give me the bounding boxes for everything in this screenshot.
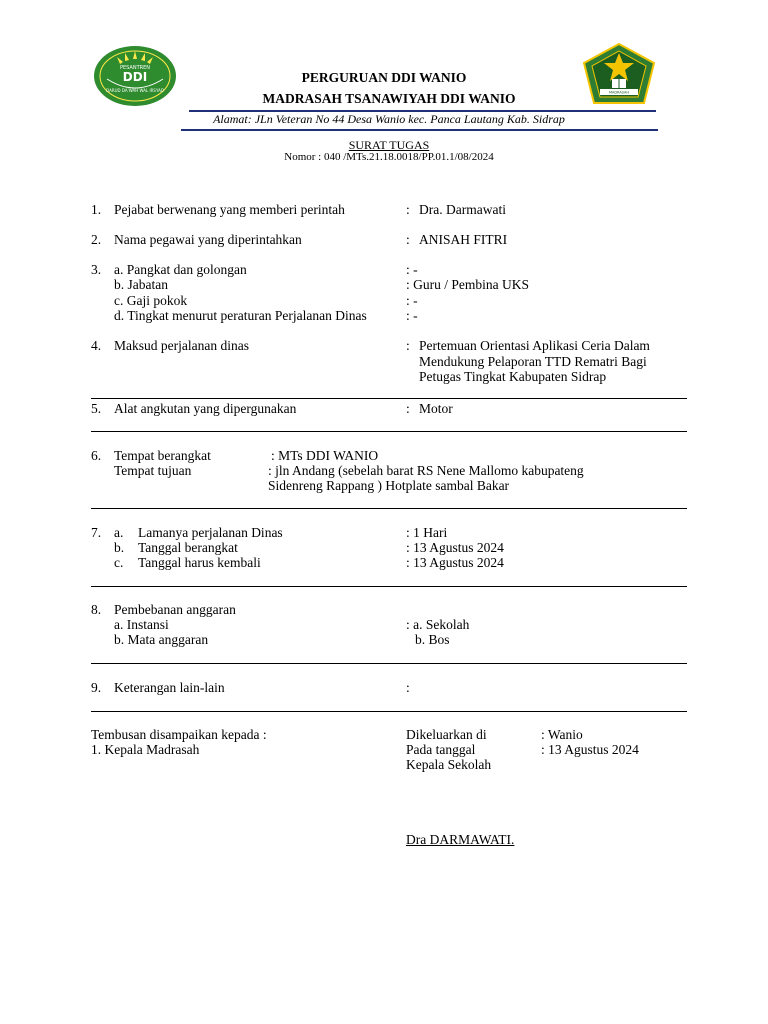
item-8a-value: : a. Sekolah xyxy=(406,617,470,632)
letter-number: Nomor : 040 /MTs.21.18.0018/PP.01.1/08/2024 xyxy=(284,151,494,163)
divider xyxy=(91,508,687,509)
item-6-from-label: Tempat berangkat xyxy=(114,448,211,463)
item-3a-label: a. Pangkat dan golongan xyxy=(114,262,247,277)
item-9-label: Keterangan lain-lain xyxy=(114,680,225,695)
item-3c-label: c. Gaji pokok xyxy=(114,293,188,308)
cc-item: 1. Kepala Madrasah xyxy=(91,742,200,757)
item-1-label: Pejabat berwenang yang memberi perintah xyxy=(114,202,345,217)
item-3d-value: : - xyxy=(406,308,418,323)
item-1-value: Dra. Darmawati xyxy=(419,202,506,217)
item-7a-value: : 1 Hari xyxy=(406,525,448,540)
item-6-to-value-cont: Sidenreng Rappang ) Hotplate sambal Bakar xyxy=(268,478,510,493)
org-name: PERGURUAN DDI WANIO xyxy=(301,70,467,85)
divider xyxy=(91,398,687,399)
item-3b-value: : Guru / Pembina UKS xyxy=(406,277,529,292)
item-4-value-line1: Pertemuan Orientasi Aplikasi Ceria Dalam xyxy=(419,338,650,353)
item-2-value: ANISAH FITRI xyxy=(419,232,508,247)
item-3c-value: : - xyxy=(406,293,418,308)
divider xyxy=(91,586,687,587)
item-3a-value: : - xyxy=(406,262,418,277)
item-6-to-label: Tempat tujuan xyxy=(114,463,192,478)
item-4-value-line3: Petugas Tingkat Kabupaten Sidrap xyxy=(419,369,607,384)
item-8b-value: b. Bos xyxy=(415,632,450,647)
issued-label: Dikeluarkan di xyxy=(406,727,487,742)
signer-name: Dra DARMAWATI. xyxy=(406,832,515,847)
item-7c-label: Tanggal harus kembali xyxy=(138,555,261,570)
item-3d-label: d. Tingkat menurut peraturan Perjalanan Dinas xyxy=(114,308,367,323)
item-3b-label: b. Jabatan xyxy=(114,277,168,292)
item-4-label: Maksud perjalanan dinas xyxy=(114,338,249,353)
divider xyxy=(91,663,687,664)
signer-role: Kepala Sekolah xyxy=(406,757,492,772)
letter-title: SURAT TUGAS xyxy=(348,138,430,152)
issued-value: : Wanio xyxy=(541,727,583,742)
date-value: : 13 Agustus 2024 xyxy=(541,742,639,757)
item-7b-label: Tanggal berangkat xyxy=(138,540,238,555)
item-8-label: Pembebanan anggaran xyxy=(114,602,236,617)
svg-text:DDI: DDI xyxy=(122,70,148,84)
item-2-label: Nama pegawai yang diperintahkan xyxy=(114,232,302,247)
svg-text:DARUD DA'WAH WAL IRSYAD: DARUD DA'WAH WAL IRSYAD xyxy=(106,88,164,93)
header-rule-thin xyxy=(181,129,658,131)
item-7a-label: Lamanya perjalanan Dinas xyxy=(138,525,283,540)
kemenag-emblem xyxy=(582,43,656,107)
item-7b-value: : 13 Agustus 2024 xyxy=(406,540,504,555)
item-7c-value: : 13 Agustus 2024 xyxy=(406,555,504,570)
school-address: Alamat: JLn Veteran No 44 Desa Wanio kec. Panca Lautang Kab. Sidrap xyxy=(213,112,565,126)
svg-text:PESANTREN: PESANTREN xyxy=(119,65,151,71)
item-8b-label: b. Mata anggaran xyxy=(114,632,209,647)
date-label: Pada tanggal xyxy=(406,742,476,757)
svg-text:MADRASAH: MADRASAH xyxy=(608,90,630,95)
item-6-to-value: : jln Andang (sebelah barat RS Nene Mallomo kabupateng xyxy=(268,463,584,478)
item-4-value-line2: Mendukung Pelaporan TTD Rematri Bagi xyxy=(419,354,647,369)
divider xyxy=(91,431,687,432)
cc-title: Tembusan disampaikan kepada : xyxy=(91,727,267,742)
item-5-label: Alat angkutan yang dipergunakan xyxy=(114,401,297,416)
divider xyxy=(91,711,687,712)
item-8a-label: a. Instansi xyxy=(114,617,169,632)
school-name: MADRASAH TSANAWIYAH DDI WANIO xyxy=(262,91,516,106)
item-5-value: Motor xyxy=(419,401,453,416)
item-6-from-value: : MTs DDI WANIO xyxy=(271,448,379,463)
